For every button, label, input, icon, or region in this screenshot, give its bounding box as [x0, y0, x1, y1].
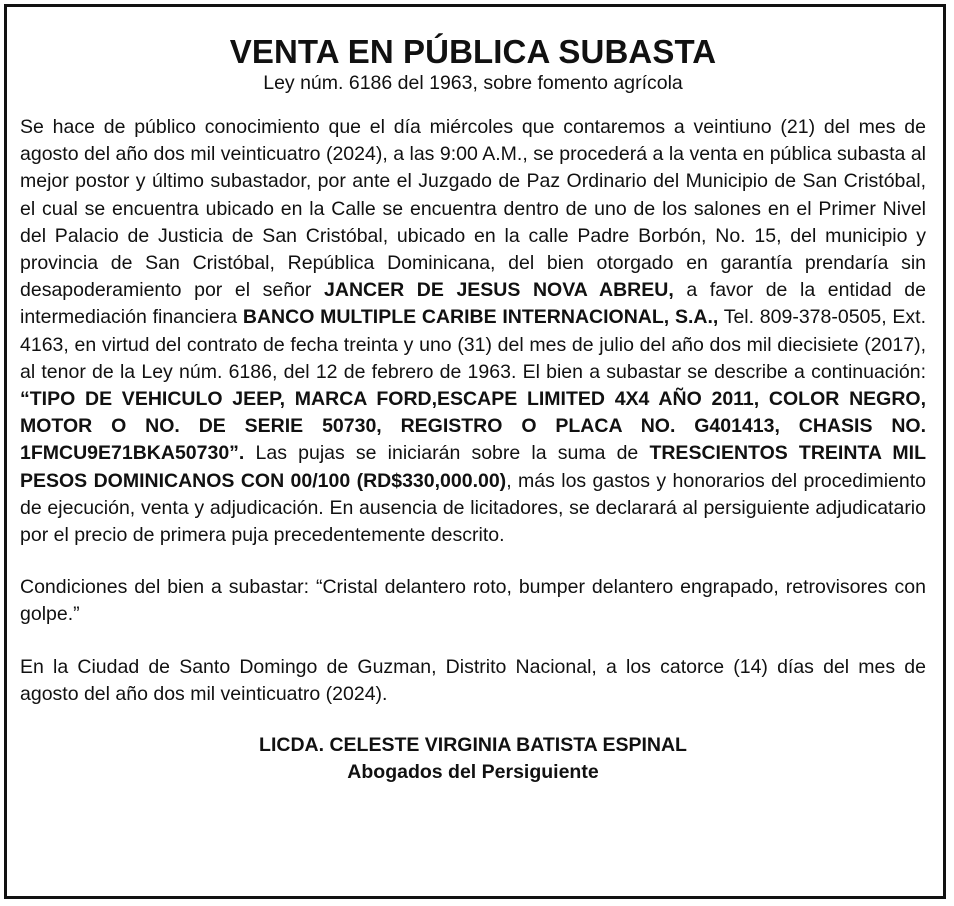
- debtor-name: JANCER DE JESUS NOVA ABREU,: [324, 279, 674, 302]
- paragraph1-text-1: Se hace de público conocimiento que el día miércoles que contaremos a veintiuno (21) del mes de agosto del año dos mil veinticuatro (2024), a las 9:00 A.M., se procederá a la venta en pública subasta al mejor postor y último subastador, por ante el Juzgado de Paz Ordinario del Municipio de San Cristóbal, el cual se encuentra ubicado en la Calle se encuentra dentro de uno de los salones en el Primer Nivel del Palacio de Justicia de San Cristóbal, ubicado en la calle Padre Borbón, No. 15, del municipio y provincia de San Cristóbal, República Dominicana, del bien otorgado en garantía prendaría sin desapoderamiento por el señor: [20, 116, 926, 302]
- vehicle-description: “TIPO DE VEHICULO JEEP, MARCA FORD,ESCAPE LIMITED 4X4 AÑO 2011, COLOR NEGRO, MOTOR O NO. DE SERIE 50730, REGISTRO O PLACA NO. G401413, CHASIS NO. 1FMCU9E71BKA50730”.: [20, 388, 926, 465]
- notice-body: [20, 33, 926, 786]
- creditor-name: BANCO MULTIPLE CARIBE INTERNACIONAL, S.A.,: [242, 306, 719, 329]
- signature-block: [20, 732, 926, 786]
- signatory-name: LICDA. CELESTE VIRGINIA BATISTA ESPINAL: [259, 734, 687, 757]
- conditions-paragraph: Condiciones del bien a subastar: “Cristal delantero roto, bumper delantero engrapado, retrovisores con golpe.”: [20, 576, 926, 626]
- paragraph1-text-4: Las pujas se iniciarán sobre la suma de: [244, 442, 650, 465]
- notice-subtitle: Ley núm. 6186 del 1963, sobre fomento agrícola: [263, 72, 683, 94]
- auction-details-paragraph: [20, 114, 926, 549]
- paragraph1-text-3: Tel. 809-378-0505, Ext. 4163, en virtud del contrato de fecha treinta y uno (31) del mes de julio del año dos mil diecisiete (2017), al tenor de la Ley núm. 6186, del 12 de febrero de 1963. El bien a subastar se describe a continuación:: [20, 306, 926, 383]
- paragraph1-text-2: a favor de la entidad de intermediación financiera: [20, 279, 926, 329]
- notice-title: VENTA EN PÚBLICA SUBASTA: [229, 33, 717, 70]
- signatory-role: Abogados del Persiguiente: [347, 761, 599, 784]
- place-date-paragraph: En la Ciudad de Santo Domingo de Guzman, Distrito Nacional, a los catorce (14) días del mes de agosto del año dos mil veinticuatro (2024).: [20, 655, 926, 705]
- paragraph1-text-5: , más los gastos y honorarios del procedimiento de ejecución, venta y adjudicación. En ausencia de licitadores, se declarará al persiguiente adjudicatario por el precio de primera puja precedentemente descrito.: [20, 469, 926, 547]
- starting-bid-amount: TRESCIENTOS TREINTA MIL PESOS DOMINICANOS CON 00/100 (RD$330,000.00): [20, 442, 926, 492]
